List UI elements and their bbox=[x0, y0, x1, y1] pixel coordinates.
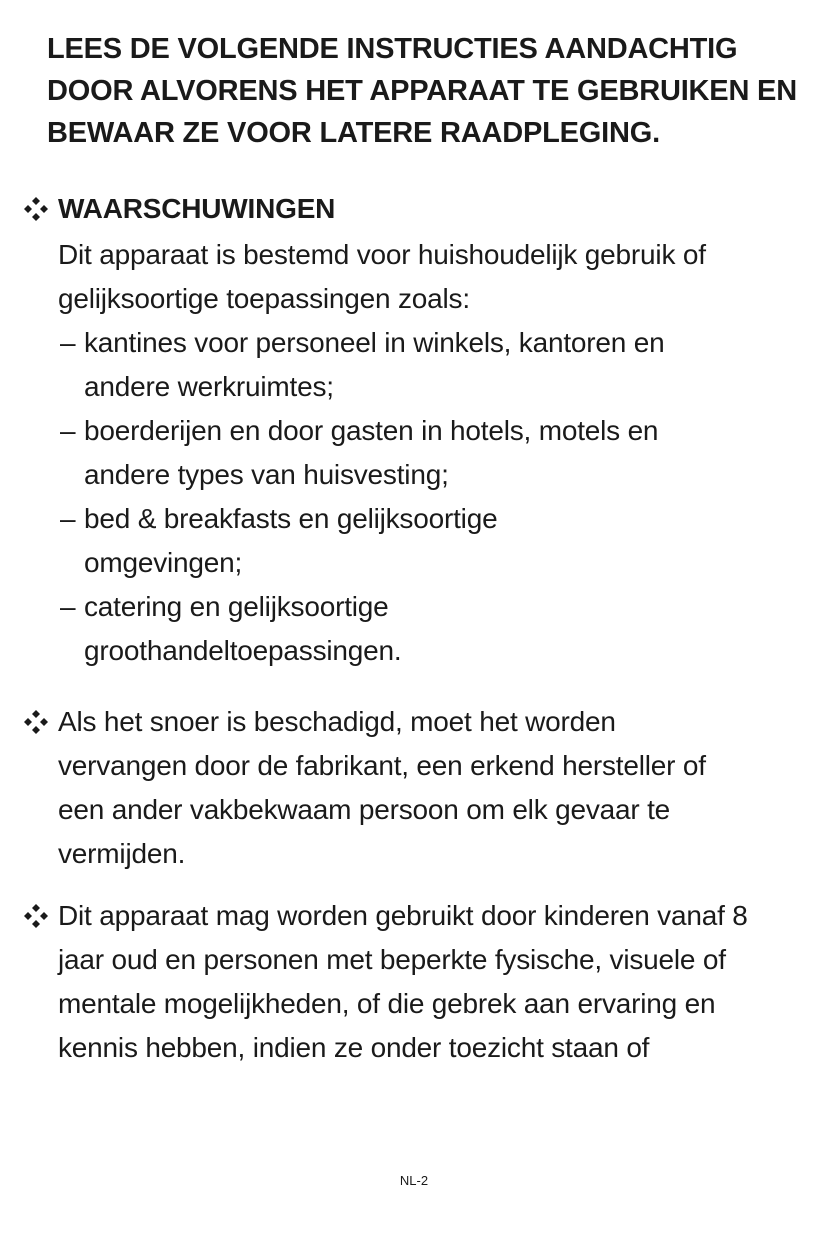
page-number: NL-2 bbox=[399, 1173, 429, 1188]
list-item: – bed & breakfasts en gelijksoortige omgevingen; bbox=[58, 497, 604, 585]
warnings-section bbox=[22, 193, 812, 673]
children-warning-text: Dit apparaat mag worden gebruikt door kinderen vanaf 8 jaar oud en personen met beperkte fysische, visuele of mentale mogelijkheden, of die gebrek aan ervaring en kennis hebben, indien ze onder toezicht staan of bbox=[58, 900, 748, 1063]
dash-marker: – bbox=[60, 503, 76, 534]
four-diamond-bullet-icon bbox=[22, 708, 52, 744]
warnings-intro: Dit apparaat is bestemd voor huishoudelijk gebruik of gelijksoortige toepassingen zoals: bbox=[58, 239, 706, 314]
dash-marker: – bbox=[60, 415, 76, 446]
cord-warning-text: Als het snoer is beschadigd, moet het worden vervangen door de fabrikant, een erkend hersteller of een ander vakbekwaam persoon om elk gevaar te vermijden. bbox=[58, 706, 706, 869]
four-diamond-bullet-icon bbox=[22, 195, 52, 231]
usage-list bbox=[58, 321, 812, 673]
list-item: – boerderijen en door gasten in hotels, motels en andere types van huisvesting; bbox=[58, 409, 744, 497]
list-item: – kantines voor personeel in winkels, kantoren en andere werkruimtes; bbox=[58, 321, 744, 409]
four-diamond-bullet-icon bbox=[22, 902, 52, 938]
intro-instruction: LEES DE VOLGENDE INSTRUCTIES AANDACHTIG DOOR ALVORENS HET APPARAAT TE GEBRUIKEN EN BEWAAR ZE VOOR LATERE RAADPLEGING. bbox=[47, 33, 797, 149]
list-item: – catering en gelijksoortige groothandeltoepassingen. bbox=[58, 585, 504, 673]
warnings-heading: WAARSCHUWINGEN bbox=[58, 193, 336, 224]
children-section bbox=[22, 894, 812, 1070]
dash-marker: – bbox=[60, 591, 76, 622]
dash-marker: – bbox=[60, 327, 76, 358]
cord-section bbox=[22, 700, 812, 876]
